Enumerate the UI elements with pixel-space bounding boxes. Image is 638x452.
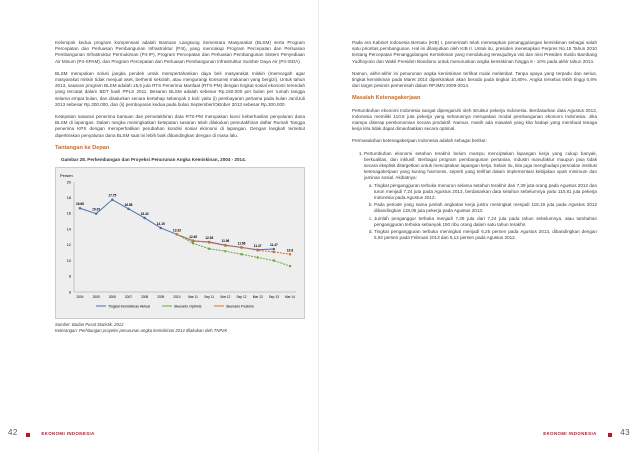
data-point	[208, 248, 210, 250]
sub-list-item: d. Tingkat pengangguran terbuka meningkat menjadi 6,25 persen pada Agustus 2013, dibandingkan dengan 5,92 persen pada Februari 2013 dan 6,12 persen pada Agustus 2012.	[374, 229, 597, 241]
x-tick-label: Sep 11	[204, 295, 215, 300]
data-label: 14.15	[156, 222, 165, 227]
data-point	[273, 248, 276, 251]
sub-list-item: a. Tingkat pengangguran terbuka menurun selama setahun terakhir dari 7,39 juta orang pada Agustus 2012 dan turun menjadi 7,24 juta pada Agustus 2013, berdasarkan data setahun sebelumnya yaitu 110,81 juta pekerja Indonesia pada Agustus 2012.	[374, 183, 597, 202]
data-point	[273, 260, 275, 262]
x-tick-label: 2010	[173, 295, 181, 300]
source-line: Sumber: Badan Pusat Statistik, 2012	[55, 322, 124, 328]
y-tick-label: 8	[68, 274, 71, 279]
sub-list-item: b. Pada periode yang sama jumlah angkatan kerja justru meningkat menjadi 118,19 juta pada Agustus 2012 dibandingkan 118,05 juta pekerja pada Agustus 2013.	[374, 202, 597, 214]
x-tick-label: 2004	[76, 295, 84, 300]
y-tick-label: 10	[66, 259, 71, 264]
data-label: 16.66	[76, 202, 84, 207]
poverty-chart-frame	[55, 167, 305, 319]
data-point	[192, 240, 194, 242]
footer-right	[543, 428, 630, 440]
data-label: 16.58	[124, 203, 133, 208]
data-label: 13.33	[172, 228, 181, 233]
sub-list-item: c. Jumlah penganggur terbuka menjadi 7,39 juta dari 7,24 juta pada tahun sebelumnya, atau tambahan pengangguran terbuka sebanyak 150 ribu orang dalam satu tahun terakhir.	[374, 216, 597, 228]
paragraph: Pertumbuhan ekonomi Indonesia sangat dipengaruhi oleh struktur pekerja Indonesia. Berdasarkan data Agustus 2013, Indonesia memiliki 110,8 juta pekerja yang seharusnya merupakan modal pembangunan ekonomi Indonesia. Jika mampu diserap perekonomian secara produktif. Namun, masih ada masalah yang kita hadapi yang membuat tenaga kerja kita tidak dapat dimanfaatkan secara optimal.	[352, 107, 597, 132]
page-number: 43	[620, 428, 630, 437]
sub-list	[364, 183, 597, 242]
poverty-line-chart	[56, 168, 304, 318]
data-label: 17.75	[108, 193, 117, 198]
y-tick-label: 16	[66, 211, 71, 216]
x-tick-label: 2006	[108, 295, 116, 300]
source-line: Keterangan: Perhitungan proyeksi penurunan angka kemiskinan 2014 dilakukan oleh TNP2K	[55, 327, 228, 333]
data-point	[176, 234, 178, 236]
section-heading: Tantangan ke Depan	[55, 144, 110, 151]
data-point	[224, 245, 226, 247]
problem-list	[352, 151, 597, 242]
left-text-column	[55, 40, 305, 333]
page-number: 42	[8, 428, 18, 437]
data-point	[127, 208, 130, 211]
footer-label: EKONOMI INDONESIA	[543, 431, 597, 436]
data-label: 11.96	[221, 239, 230, 244]
data-point	[192, 242, 194, 244]
y-tick-label: 6	[68, 290, 71, 295]
legend-label: Tingkat Kemiskinan Aktual	[108, 304, 151, 309]
data-point	[111, 199, 114, 202]
data-point	[240, 246, 242, 248]
x-tick-label: 2005	[92, 295, 100, 300]
data-point	[79, 207, 82, 210]
data-point	[257, 257, 259, 259]
data-label: 11.37	[253, 244, 262, 249]
legend-label: Skenario Pesimis	[226, 304, 254, 309]
x-tick-label: Mar 12	[220, 295, 231, 300]
y-tick-label: 20	[66, 180, 71, 185]
data-label: 15.42	[140, 212, 149, 217]
list-item	[364, 151, 597, 242]
data-point	[208, 242, 210, 244]
data-label: 11.66	[237, 241, 246, 246]
data-point	[257, 250, 259, 252]
figure-caption: Gambar 28. Perkembangan dan Proyeksi Penurunan Angka Kemiskinan, 2004 - 2014.	[61, 157, 246, 163]
paragraph: Pada era Kabinet Indonesia Bersatu (KIB) I, pemerintah telah menetapkan penanggulangan kemiskinan sebagai salah satu prioritas pembangunan. Hal ini dilanjutkan oleh KIB II. Untuk itu, presiden menetapkan Perpres No.15 Tahun 2010 tentang Percepatan Penanggulangan Kemiskinan yang mendukung terwujudnya visi dan misi Presiden Susilo Bambang Yudhoyono dan Wakil Presiden Boediono untuk menurunkan angka kemiskinan hingga 8 - 10% pada akhir tahun 2014.	[352, 40, 597, 64]
data-label: 12.49	[189, 235, 198, 240]
data-label: 10.8	[286, 248, 294, 253]
footer-label: EKONOMI INDONESIA	[41, 431, 95, 436]
x-tick-label: Mar 11	[188, 295, 198, 300]
x-tick-label: 2009	[157, 295, 165, 300]
data-point	[95, 213, 98, 216]
data-label: 15.97	[92, 207, 101, 212]
x-tick-label: Sep 12	[236, 295, 247, 300]
section-heading: Masalah Ketenagakerjaan	[352, 95, 421, 102]
data-point	[224, 250, 226, 252]
x-tick-label: 2008	[141, 295, 149, 300]
legend-label: Skenario Optimis	[174, 304, 202, 309]
y-tick-label: 12	[66, 243, 71, 248]
y-tick-label: 14	[66, 227, 71, 232]
data-point	[273, 251, 275, 253]
data-point	[143, 217, 146, 220]
paragraph: Kelompok kedua program kompensasi adalah Bantuan Langsung Sementara Masyarakat (BLSM) serta Program Percepatan dan Perluasan Pembangunan Infrastruktur (P4I), yang mencakup Program Percepatan dan Perluasan Pembangunan Infrastruktur Permukiman (P4-IP), Program Percepatan dan Perluasan Pembangunan Sistem Penyediaan Air Minum (P4-SPAM), dan Program Percepatan dan Perluasan Pembangunan Infrastruktur Sumber Daya Air (P4-ISDA).	[55, 40, 305, 64]
data-label: 12.36	[205, 236, 214, 241]
list-item-text: Pertumbuhan ekonomi setahun terakhir belum mampu menciptakan lapangan kerja yang cukup banyak, berkualitas, dan inklusif. Berbagai program pembangunan pertanian, industri manufaktur maupun jasa tidak secara eksplisit ditargetkan untuk menciptakan lapangan kerja. Selain itu, kita juga menghadapi persoalan institusi ketenagakerjaan yang kurang harmonis, seperti yang terlihat dalam implementasi kebijakan upah minimum dan jaminan sosial. Akibatnya:	[364, 150, 597, 181]
data-point	[240, 253, 242, 255]
footer-left	[8, 428, 95, 440]
right-text-column	[352, 40, 597, 242]
figure-source	[55, 322, 305, 333]
data-point	[289, 265, 291, 267]
x-tick-label: 2007	[124, 295, 133, 300]
x-tick-label: Sep 13	[268, 295, 279, 300]
x-tick-label: Mar 13	[252, 295, 263, 300]
right-page	[319, 0, 638, 452]
x-tick-label: Mar 14	[285, 295, 295, 300]
data-point	[159, 227, 162, 230]
paragraph: BLSM merupakan solusi jangka pendek untuk mempertahankan daya beli masyarakat miskin (memcegah agar masyarakat miskin tidak menjual aset, berhenti sekolah, atau mengurangi konsumsi makanan yang bergizi). Untuk tahun 2013, sasaran program BLSM adalah 15,5 juta RTS Penerima Manfaat (RTS-PM) dengan tingkat sosial ekonomi terendah yang tercatat dalam BDT hasil PPLS 2011. Besaran BLSM adalah sebesar Rp.150.000 per bulan per rumah tangga selama empat bulan, dan disalurkan secara bertahap sebanyak 2 kali: yaitu (i) pembayaran pertama pada bulan Juni/Juli 2013 sebesar Rp.300.000, dan (ii) pembayaran kedua pada bulan September/Oktober 2013 sebesar Rp.300.000.	[55, 70, 305, 107]
y-axis-label: Persen	[60, 173, 73, 179]
data-label: 11.47	[269, 243, 278, 248]
paragraph: Namun, akhir-akhir ini penurunan angka kemiskinan terlihat mulai melambat. Tanpa upaya yang terpadu dan serius, tingkat kemiskinan pada Maret 2014 diperkirakan akan berada pada tingkat 10,80%. Angka tersebut lebih tinggi 0,8% dari target pesimis pemerintah dalam RPJMN 2009-2014.	[352, 70, 597, 89]
paragraph: Ketepatan sasaran penerima bantuan dan pemutakhiran data RTS-PM merupakan kunci keberhasilan penyaluran dana BLSM di lapangan. Dalam rangka meningkatkan ketepatan sasaran telah dilakukan pemutakhiran daftar Rumah Tangga penerima KPS dengan memperhatikan perubahan kondisi sosial ekonomi di lapangan. Dengan langkah tersebut diperkirakan penyaluran dana BLSM saat ini lebih baik dibandingkan dengan di masa lalu.	[55, 114, 305, 138]
data-point	[289, 253, 291, 255]
paragraph: Permasalahan ketenagakerjaan Indonesia adalah sebagai berikut:	[352, 138, 487, 144]
y-tick-label: 18	[66, 196, 71, 201]
